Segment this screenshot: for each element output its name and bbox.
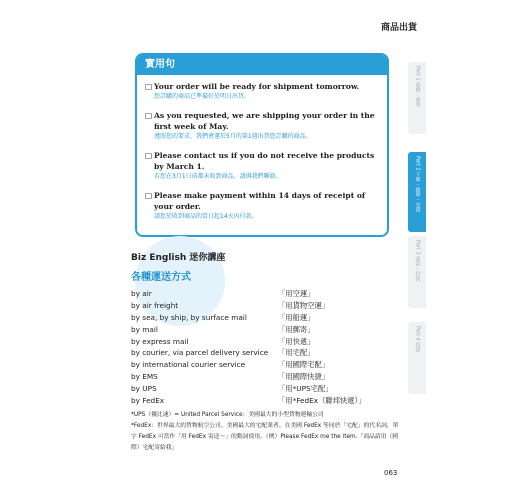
method-en: by courier, via parcel delivery service (131, 348, 269, 358)
method-zh: 「用國際宅配」 (278, 360, 330, 370)
list-item (131, 395, 411, 407)
method-en: by FedEx (131, 396, 165, 406)
phrase-en: Please make payment within 14 days of receipt of your order. (154, 191, 366, 211)
phrase-item (145, 81, 379, 102)
list-item (131, 383, 411, 395)
phrase-zh: 請您於收到商品的當日起14天內付款。 (154, 213, 258, 220)
method-zh: 「用國際快捷」 (278, 372, 330, 382)
method-zh: 「用貨物空運」 (278, 300, 330, 310)
phrase-zh: 遵照您的要求，我們會運於5月的第1週出貨您訂購的商品。 (154, 133, 312, 140)
method-en: by international courier service (131, 360, 246, 370)
method-zh: 「用*UPS宅配」 (278, 384, 333, 394)
tab-label: Part 1 商務・談判 (414, 66, 421, 108)
checkbox-icon[interactable]: □ (145, 151, 153, 160)
method-en: by sea, by ship, by surface mail (131, 312, 247, 322)
list-item (131, 300, 411, 312)
footnotes (131, 410, 401, 454)
phrase-en: Please contact us if you do not receive the products by March 1. (154, 151, 375, 171)
phrase-en: Your order will be ready for shipment tomorrow. (154, 82, 360, 91)
method-zh: 「用快遞」 (278, 336, 315, 346)
shipping-methods-subtitle: 各種運送方式 (131, 272, 191, 283)
list-item (131, 288, 411, 300)
list-item (131, 371, 411, 383)
list-item (131, 347, 411, 359)
tab-part-2[interactable] (408, 152, 426, 232)
footnote-ups: *UPS（優比速）= United Parcel Service：美國最大的小型貨物運輸公司 (131, 412, 324, 418)
phrase-item (145, 110, 379, 142)
phrase-zh: 若您在3月1日前都未收到商品，請與我們聯絡。 (154, 173, 282, 180)
method-en: by air (131, 289, 152, 298)
phrase-en: As you requested, we are shipping your order in the first week of May. (154, 111, 375, 131)
tab-part-1[interactable] (408, 62, 426, 134)
checkbox-icon[interactable]: □ (145, 191, 153, 200)
tab-label: Part 4 投訴 (414, 326, 421, 353)
method-zh: 「用郵寄」 (278, 324, 315, 334)
method-en: by mail (131, 324, 158, 334)
checkbox-icon[interactable]: □ (145, 82, 153, 91)
biz-english-title: Biz English 迷你講座 (131, 253, 226, 263)
tab-label: Part 2 下單・接單・交貨 (414, 156, 421, 213)
list-item (131, 324, 411, 336)
shipping-methods-list (131, 288, 411, 407)
method-en: by air freight (131, 300, 179, 310)
method-en: by UPS (131, 384, 157, 394)
checkbox-icon[interactable]: □ (145, 111, 153, 120)
phrase-list (137, 75, 387, 222)
list-item (131, 359, 411, 371)
phrase-zh: 您訂購的商品已準備好於明日出貨。 (154, 93, 251, 100)
method-zh: 「用宅配」 (278, 348, 315, 358)
list-item (131, 312, 411, 324)
phrase-item (145, 150, 379, 182)
phrase-item (145, 190, 379, 222)
method-zh: 「用*FedEx（聯邦快遞）」 (278, 396, 366, 406)
page-number: 063 (384, 469, 398, 477)
list-item (131, 336, 411, 348)
method-zh: 「用船運」 (278, 312, 315, 322)
method-zh: 「用空運」 (278, 289, 315, 298)
footnote-fedex: *FedEx：世界最大的貨物航空公司、美國最大的宅配業者。在美國 FedEx 等同於「宅配」的代名詞，單字 FedEx 可當作「用 FedEx 寄送～」的動詞使用。（例）Please FedEx me the item.「商品請用（國際）宅配寄給我」 (131, 423, 399, 451)
useful-phrases-box (135, 53, 389, 237)
tab-label: Part 3 請款・付款 (414, 240, 421, 282)
method-en: by express mail (131, 336, 189, 346)
page-header-title: 商品出貨 (381, 23, 418, 33)
useful-phrases-heading: 實用句 (137, 55, 387, 75)
method-en: by EMS (131, 372, 158, 382)
